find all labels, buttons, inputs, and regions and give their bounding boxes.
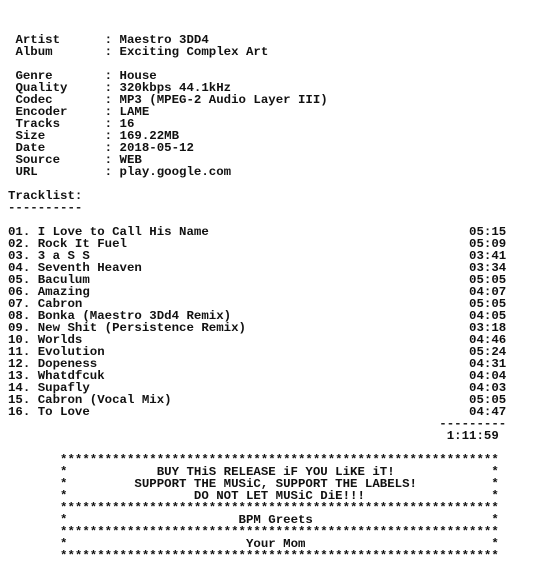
- track-number: 12.: [8, 357, 31, 371]
- info-row: Encoder : LAME: [15, 105, 150, 119]
- blank-line: [8, 178, 536, 190]
- track-time: 05:09: [469, 237, 507, 251]
- track-title: Whatdfcuk: [37, 369, 105, 383]
- track-title: New Shit (Persistence Remix): [37, 321, 246, 335]
- info-key: Genre: [15, 69, 105, 83]
- track-number: 03.: [8, 249, 31, 263]
- info-key: Artist: [15, 33, 105, 47]
- track-number: 15.: [8, 393, 31, 407]
- info-key: URL: [15, 165, 105, 179]
- info-key: Codec: [15, 93, 105, 107]
- track-time: 03:34: [469, 261, 507, 275]
- total-time: 1:11:59: [446, 429, 499, 443]
- track-number: 07.: [8, 297, 31, 311]
- info-key: Tracks: [15, 117, 105, 131]
- track-title: Evolution: [37, 345, 105, 359]
- banner-border: ***********************************************************: [8, 501, 499, 515]
- banner-text: BUY THiS RELEASE iF YOU LiKE iT!: [156, 465, 395, 479]
- info-row: Tracks : 16: [15, 117, 135, 131]
- info-key: Date: [15, 141, 105, 155]
- total-separator: ---------: [8, 417, 507, 431]
- banner-border: ***********************************************************: [8, 525, 499, 539]
- track-number: 08.: [8, 309, 31, 323]
- info-row: Quality : 320kbps 44.1kHz: [15, 81, 232, 95]
- info-key: Album: [15, 45, 105, 59]
- track-time: 05:05: [469, 273, 507, 287]
- info-value: Exciting Complex Art: [119, 45, 269, 59]
- info-value: 169.22MB: [119, 129, 180, 143]
- track-time: 05:24: [469, 345, 507, 359]
- info-value: Maestro 3DD4: [119, 33, 209, 47]
- info-value: play.google.com: [119, 165, 232, 179]
- info-value: WEB: [119, 153, 142, 167]
- track-time: 05:05: [469, 393, 507, 407]
- banner-text: DO NOT LET MUSiC DiE!!!: [193, 489, 365, 503]
- banner-row: * BPM Greets *: [8, 513, 499, 527]
- track-title: Cabron: [37, 297, 83, 311]
- banner-row: * SUPPORT THE MUSiC, SUPPORT THE LABELS! *: [8, 477, 499, 491]
- info-value: MP3 (MPEG-2 Audio Layer III): [119, 93, 328, 107]
- track-number: 04.: [8, 261, 31, 275]
- banner-text: SUPPORT THE MUSiC, SUPPORT THE LABELS!: [134, 477, 417, 491]
- track-number: 02.: [8, 237, 31, 251]
- track-title: Bonka (Maestro 3Dd4 Remix): [37, 309, 232, 323]
- banner-row: * DO NOT LET MUSiC DiE!!! *: [8, 489, 499, 503]
- track-title: Dopeness: [37, 357, 98, 371]
- track-time: 03:18: [469, 321, 507, 335]
- info-key: Quality: [15, 81, 105, 95]
- tracklist-heading-text: Tracklist:: [8, 189, 83, 203]
- track-time: 04:46: [469, 333, 507, 347]
- info-row: Album : Exciting Complex Art: [15, 45, 269, 59]
- track-time: 05:05: [469, 297, 507, 311]
- banner-row: * Your Mom *: [8, 537, 499, 551]
- info-value: 320kbps 44.1kHz: [119, 81, 232, 95]
- track-title: Supafly: [37, 381, 90, 395]
- track-number: 11.: [8, 345, 31, 359]
- info-row: URL : play.google.com: [15, 165, 232, 179]
- track-time: 05:15: [469, 225, 507, 239]
- track-time: 04:07: [469, 285, 507, 299]
- banner-row: * BUY THiS RELEASE iF YOU LiKE iT! *: [8, 465, 499, 479]
- info-key: Size: [15, 129, 105, 143]
- track-title: 3 a S S: [37, 249, 90, 263]
- info-value: House: [119, 69, 157, 83]
- track-title: I Love to Call His Name: [37, 225, 209, 239]
- total-row: [8, 430, 536, 442]
- info-value: LAME: [119, 105, 150, 119]
- track-title: Worlds: [37, 333, 83, 347]
- info-row: Codec : MP3 (MPEG-2 Audio Layer III): [15, 93, 328, 107]
- track-number: 14.: [8, 381, 31, 395]
- info-row: Size : 169.22MB: [15, 129, 180, 143]
- info-row: Genre : House: [15, 69, 157, 83]
- track-number: 09.: [8, 321, 31, 335]
- track-number: 05.: [8, 273, 31, 287]
- info-value: 2018-05-12: [119, 141, 194, 155]
- track-title: Baculum: [37, 273, 90, 287]
- track-title: Rock It Fuel: [37, 237, 127, 251]
- track-number: 01.: [8, 225, 31, 239]
- info-value: 16: [119, 117, 135, 131]
- info-key: Encoder: [15, 105, 105, 119]
- track-time: 04:05: [469, 309, 507, 323]
- track-number: 06.: [8, 285, 31, 299]
- banner-border: ***********************************************************: [8, 453, 499, 467]
- track-title: To Love: [37, 405, 90, 419]
- track-time: 04:47: [469, 405, 507, 419]
- info-row: Artist : Maestro 3DD4: [15, 33, 209, 47]
- track-time: 04:31: [469, 357, 507, 371]
- track-time: 04:03: [469, 381, 507, 395]
- track-time: 03:41: [469, 249, 507, 263]
- track-title: Seventh Heaven: [37, 261, 142, 275]
- info-key: Source: [15, 153, 105, 167]
- track-number: 10.: [8, 333, 31, 347]
- tracklist-underline: ----------: [8, 201, 83, 215]
- info-row: Date : 2018-05-12: [15, 141, 194, 155]
- banner-border: ***********************************************************: [8, 549, 499, 563]
- track-number: 13.: [8, 369, 31, 383]
- track-title: Cabron (Vocal Mix): [37, 393, 172, 407]
- tracklist-heading: [8, 190, 536, 202]
- track-number: 16.: [8, 405, 31, 419]
- track-title: Amazing: [37, 285, 90, 299]
- info-row: Source : WEB: [15, 153, 142, 167]
- greets-title: BPM Greets: [238, 513, 313, 527]
- track-time: 04:04: [469, 369, 507, 383]
- greets-text: Your Mom: [245, 537, 306, 551]
